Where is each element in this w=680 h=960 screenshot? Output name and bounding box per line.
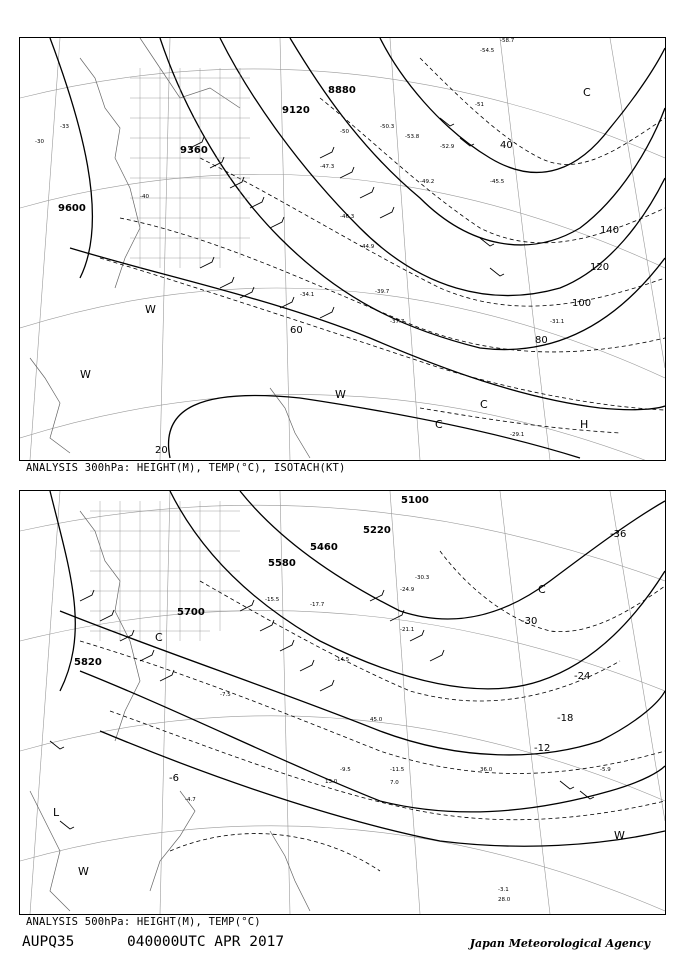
temp-label: -51 — [475, 102, 484, 108]
temp-labels-300 — [35, 38, 564, 438]
station-label: 45.0 — [370, 717, 383, 723]
temp-label: -31.1 — [550, 319, 565, 325]
temp-label: -58.7 — [500, 38, 515, 44]
isotherms-300 — [100, 58, 665, 433]
station-label: -11.5 — [390, 767, 405, 773]
temp-label: -44.9 — [360, 244, 375, 250]
caption-500hpa: ANALYSIS 500hPa: HEIGHT(M), TEMP(°C) — [26, 916, 261, 928]
temp-label: -53.8 — [405, 134, 420, 140]
isotach-label: 80 — [535, 335, 548, 346]
valid-time: 040000UTC APR 2017 — [127, 934, 285, 950]
cold-center: C — [538, 583, 546, 596]
temp-label: -30 — [35, 139, 44, 145]
map-500hpa-svg — [20, 491, 665, 914]
temp-label: -46.3 — [340, 214, 355, 220]
height-label: 5700 — [177, 607, 205, 618]
warm-center: W — [80, 368, 91, 381]
isotach-label: 20 — [155, 445, 168, 456]
station-label: -9.5 — [340, 767, 351, 773]
temp-label: -37.7 — [390, 319, 405, 325]
warm-center: W — [614, 829, 625, 842]
isotherms-500 — [80, 551, 665, 871]
height-label: 9600 — [58, 203, 86, 214]
cold-center: C — [155, 631, 163, 644]
height-label: 9360 — [180, 145, 208, 156]
height-labels-500 — [74, 495, 429, 668]
height-label: 9120 — [282, 105, 310, 116]
station-label: -4.7 — [185, 797, 196, 803]
temp-label: -33 — [60, 124, 69, 130]
station-label: 13.0 — [325, 779, 338, 785]
warm-center: W — [78, 865, 89, 878]
height-labels-300 — [58, 85, 356, 214]
jet-hatch-300 — [130, 68, 250, 268]
station-label: 28.0 — [498, 897, 511, 903]
isotach-label: 60 — [290, 325, 303, 336]
agency-name: Japan Meteorological Agency — [469, 937, 650, 950]
temp-label: -50.3 — [380, 124, 395, 130]
station-label: -3.1 — [498, 887, 509, 893]
isotherm-label: -6 — [169, 773, 179, 784]
isotach-label: 120 — [590, 262, 610, 273]
station-label: -5.9 — [600, 767, 611, 773]
height-label: 5100 — [401, 495, 429, 506]
pressure-centers-500 — [53, 583, 625, 878]
caption-300hpa: ANALYSIS 300hPa: HEIGHT(M), TEMP(°C), ISOTACH(KT) — [26, 462, 346, 474]
isotach-label: 40 — [500, 140, 513, 151]
hatch-500 — [90, 501, 240, 641]
cold-center: C — [583, 86, 591, 99]
temp-label: -29.1 — [510, 432, 525, 438]
station-label: -30.3 — [415, 575, 430, 581]
wind-barbs-500 — [50, 590, 594, 829]
isotherm-label: -12 — [534, 743, 551, 754]
station-label: -14.5 — [335, 657, 350, 663]
temp-label: -47.3 — [320, 164, 335, 170]
warm-center: W — [335, 388, 346, 401]
isotherm-label: -24 — [574, 671, 591, 682]
warm-center: W — [145, 303, 156, 316]
station-label: -24.9 — [400, 587, 415, 593]
height-label: 5580 — [268, 558, 296, 569]
temp-label: -39.7 — [375, 289, 390, 295]
cold-center: C — [435, 418, 443, 431]
pressure-centers-300 — [80, 86, 591, 431]
map-300hpa — [19, 37, 666, 461]
height-contours-300 — [50, 38, 665, 458]
temp-label: -54.5 — [480, 48, 495, 54]
temp-label: -34.1 — [300, 292, 315, 298]
temp-label: -40 — [140, 194, 149, 200]
isotherm-labels-500 — [169, 529, 626, 784]
high-center: H — [580, 418, 589, 431]
temp-label: -50 — [340, 129, 349, 135]
low-center: L — [53, 806, 60, 819]
isotherm-label: -18 — [557, 713, 574, 724]
height-label: 5820 — [74, 657, 102, 668]
height-label: 5220 — [363, 525, 391, 536]
station-label: -7.5 — [220, 692, 231, 698]
map-300hpa-svg — [20, 38, 665, 460]
station-label: -17.7 — [310, 602, 325, 608]
station-label: -15.5 — [265, 597, 280, 603]
height-label: 5460 — [310, 542, 338, 553]
isotach-label: 140 — [600, 225, 620, 236]
height-contours-500 — [50, 491, 665, 846]
temp-label: -49.2 — [420, 179, 435, 185]
map-500hpa — [19, 490, 666, 915]
station-labels-500 — [185, 575, 611, 903]
cold-center: C — [480, 398, 488, 411]
station-label: 36.0 — [480, 767, 493, 773]
isotach-labels-300 — [155, 140, 619, 456]
temp-label: -45.5 — [490, 179, 505, 185]
station-label: -21.1 — [400, 627, 415, 633]
isotherm-label: -36 — [610, 529, 627, 540]
height-label: 8880 — [328, 85, 356, 96]
temp-label: -52.9 — [440, 144, 455, 150]
isotherm-label: -30 — [521, 616, 538, 627]
station-label: 7.0 — [390, 780, 399, 786]
isotach-label: 100 — [572, 298, 592, 309]
chart-code: AUPQ35 — [22, 934, 75, 950]
